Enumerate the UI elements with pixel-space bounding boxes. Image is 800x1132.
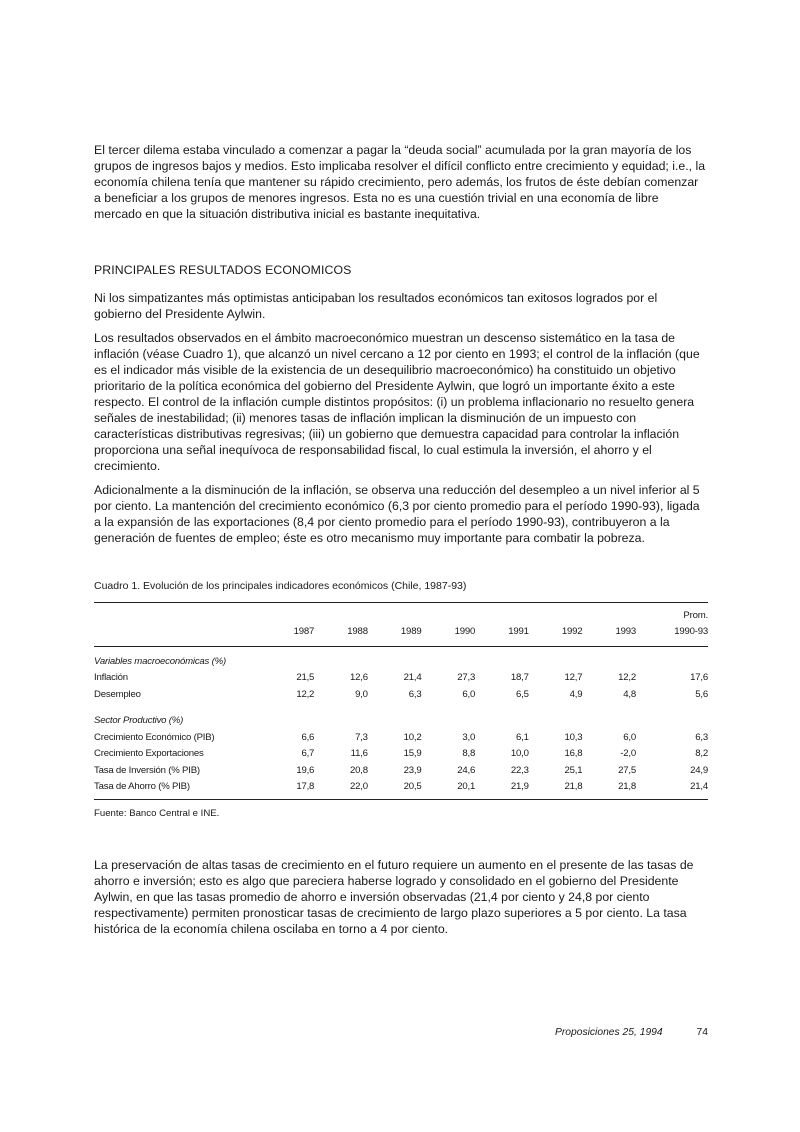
table-cell: 12,2 (296, 688, 315, 700)
table-cell: 10,0 (510, 748, 529, 760)
page-footer (555, 1027, 708, 1038)
table-cell: 10,2 (403, 731, 422, 743)
paragraph-results-2: Los resultados observados en el ámbito macroeconómico muestran un descenso sistemático en la tasa de inflación (véase Cuadro 1), que alcanzó un nivel cercano a 12 por ciento en 1993; el control de la inflación (que es el indicador más visible de la existencia de un desequilibrio macroeconómico) ha constituido un objetivo prioritario de la política económica del gobierno del Presidente Aylwin, que logró un importante éxito a este respecto. El control de la inflación cumple distintos propósitos: (i) un problema inflacionario no resuelto genera señales de inestabilidad; (ii) menores tasas de inflación implican la disminución de un impuesto con características distributivas regresivas; (iii) un gobierno que demuestra capacidad para controlar la inflación proporciona una señal inequívoca de responsabilidad fiscal, lo cual estimula la inversión, el ahorro y el crecimiento. (94, 331, 700, 473)
table-cell: 8,2 (695, 748, 708, 760)
table-cell: 27,3 (457, 672, 476, 684)
table-cell: 4,8 (623, 688, 637, 700)
table-cell: 6,3 (408, 688, 422, 700)
table-cell: 3,0 (462, 731, 476, 743)
table-cell: 12,7 (564, 672, 583, 684)
table-cell: 21,5 (296, 672, 315, 684)
table-cell: -2,0 (620, 748, 637, 760)
table-row (94, 779, 708, 796)
table-cell: 24,9 (690, 764, 708, 776)
table-cell: 20,5 (403, 781, 422, 793)
table-cell: 18,7 (510, 672, 529, 684)
table-row (94, 746, 708, 763)
paragraph-third-dilemma: El tercer dilema estaba vinculado a comenzar a pagar la “deuda social” acumulada por la gran mayoría de los grupos de ingresos bajos y medios. Esto implicaba resolver el difícil conflicto entre crecimiento y equidad; i.e., la economía chilena tenía que mantener su rápido crecimiento, pero además, los frutos de éste debían comenzar a beneficiar a los grupos de menores ingresos. Esta no es una cuestión trivial en una economía de libre mercado en que la situación distributiva inicial es bastante inequitativa. (94, 143, 706, 221)
table-row (94, 762, 708, 779)
table-cell: 21,8 (564, 781, 583, 793)
table-cell: 4,9 (569, 688, 583, 700)
row-label: Crecimiento Económico (PIB) (94, 731, 215, 743)
table-cell: 12,6 (349, 672, 368, 684)
table-cell: 5,6 (695, 688, 708, 700)
year-header: 1990 (454, 626, 476, 638)
table-row (94, 686, 708, 703)
indicators-table (94, 602, 708, 800)
paragraph-closing: La preservación de altas tasas de crecimiento en el futuro requiere un aumento en el presente de las tasas de ahorro e inversión; esto es algo que pareciera haberse logrado y consolidado en el gobierno del Presidente Aylwin, en que las tasas promedio de ahorro e inversión observadas (21,4 por ciento y 24,8 por ciento respectivamente) permiten pronosticar tasas de crecimiento de largo plazo superiores a 5 por ciento. La tasa histórica de la economía chilena oscilaba en torno a 4 por ciento. (94, 858, 694, 936)
table-source: Fuente: Banco Central e INE. (94, 808, 220, 819)
table-cell: 7,3 (355, 731, 368, 743)
year-header: 1990-93 (674, 626, 708, 638)
year-header: 1987 (293, 626, 315, 638)
table-cell: 6,0 (462, 688, 476, 700)
table-cell: 25,1 (564, 764, 583, 776)
table-cell: 27,5 (618, 764, 637, 776)
row-label: Desempleo (94, 688, 141, 700)
table-cell: 6,6 (301, 731, 315, 743)
table-cell: 6,7 (301, 748, 315, 760)
paragraph-results-3: Adicionalmente a la disminución de la inflación, se observa una reducción del desempleo a un nivel inferior al 5 por ciento. La mantención del crecimiento económico (6,3 por ciento promedio para el período 1990-93), ligada a la expansión de las exportaciones (8,4 por ciento promedio para el período 1990-93), contribuyeron a la generación de fuentes de empleo; éste es otro mecanismo muy importante para combatir la pobreza. (94, 483, 700, 545)
table-cell: 15,9 (403, 748, 422, 760)
table-cell: 24,6 (457, 764, 476, 776)
paragraph-results-1: Ni los simpatizantes más optimistas anticipaban los resultados económicos tan exitosos logrados por el gobierno del Presidente Aylwin. (94, 291, 658, 321)
table-header-years-row (94, 624, 708, 641)
section-label-productive: Sector Productivo (%) (94, 715, 184, 727)
journal-citation: Proposiciones 25, 1994 (555, 1027, 663, 1038)
section-label-macro: Variables macroeconómicas (%) (94, 655, 226, 667)
row-label: Crecimiento Exportaciones (94, 748, 204, 760)
year-header: 1993 (615, 626, 637, 638)
row-label: Inflación (94, 672, 128, 684)
table-cell: 21,4 (690, 781, 708, 793)
table-cell: 12,2 (618, 672, 637, 684)
table-cell: 20,1 (457, 781, 476, 793)
table-cell: 9,0 (355, 688, 368, 700)
document-body (94, 142, 708, 945)
section-row-macro (94, 653, 708, 670)
table-cell: 23,9 (403, 764, 422, 776)
table-cell: 20,8 (349, 764, 368, 776)
table-cell: 8,8 (462, 748, 476, 760)
table-cell: 21,9 (510, 781, 529, 793)
table-cell: 11,6 (350, 748, 368, 760)
table-row (94, 729, 708, 746)
table-cell: 16,8 (564, 748, 583, 760)
section-row-productive (94, 713, 708, 730)
table-cell: 19,6 (296, 764, 315, 776)
prom-label: Prom. (683, 609, 708, 621)
table-row (94, 670, 708, 687)
row-label: Tasa de Inversión (% PIB) (94, 764, 200, 776)
table-cell: 6,0 (623, 731, 637, 743)
table-cell: 17,8 (296, 781, 315, 793)
table-cell: 6,5 (516, 688, 529, 700)
table-cell: 17,6 (690, 672, 708, 684)
table-header-prom-row (94, 607, 708, 624)
table-cell: 22,0 (349, 781, 368, 793)
year-header: 1989 (400, 626, 422, 638)
page-number: 74 (696, 1027, 708, 1038)
year-header: 1988 (347, 626, 368, 638)
table-cell: 6,1 (516, 731, 529, 743)
table-cell: 6,3 (695, 731, 708, 743)
table-cell: 22,3 (510, 764, 529, 776)
table-cell: 21,4 (403, 672, 422, 684)
table-cell: 21,8 (618, 781, 637, 793)
year-header: 1992 (561, 626, 583, 638)
section-heading: PRINCIPALES RESULTADOS ECONOMICOS (94, 263, 352, 277)
table-caption: Cuadro 1. Evolución de los principales indicadores económicos (Chile, 1987-93) (94, 580, 467, 592)
table-cell: 10,3 (564, 731, 583, 743)
row-label: Tasa de Ahorro (% PIB) (94, 781, 190, 793)
year-header: 1991 (508, 626, 529, 638)
